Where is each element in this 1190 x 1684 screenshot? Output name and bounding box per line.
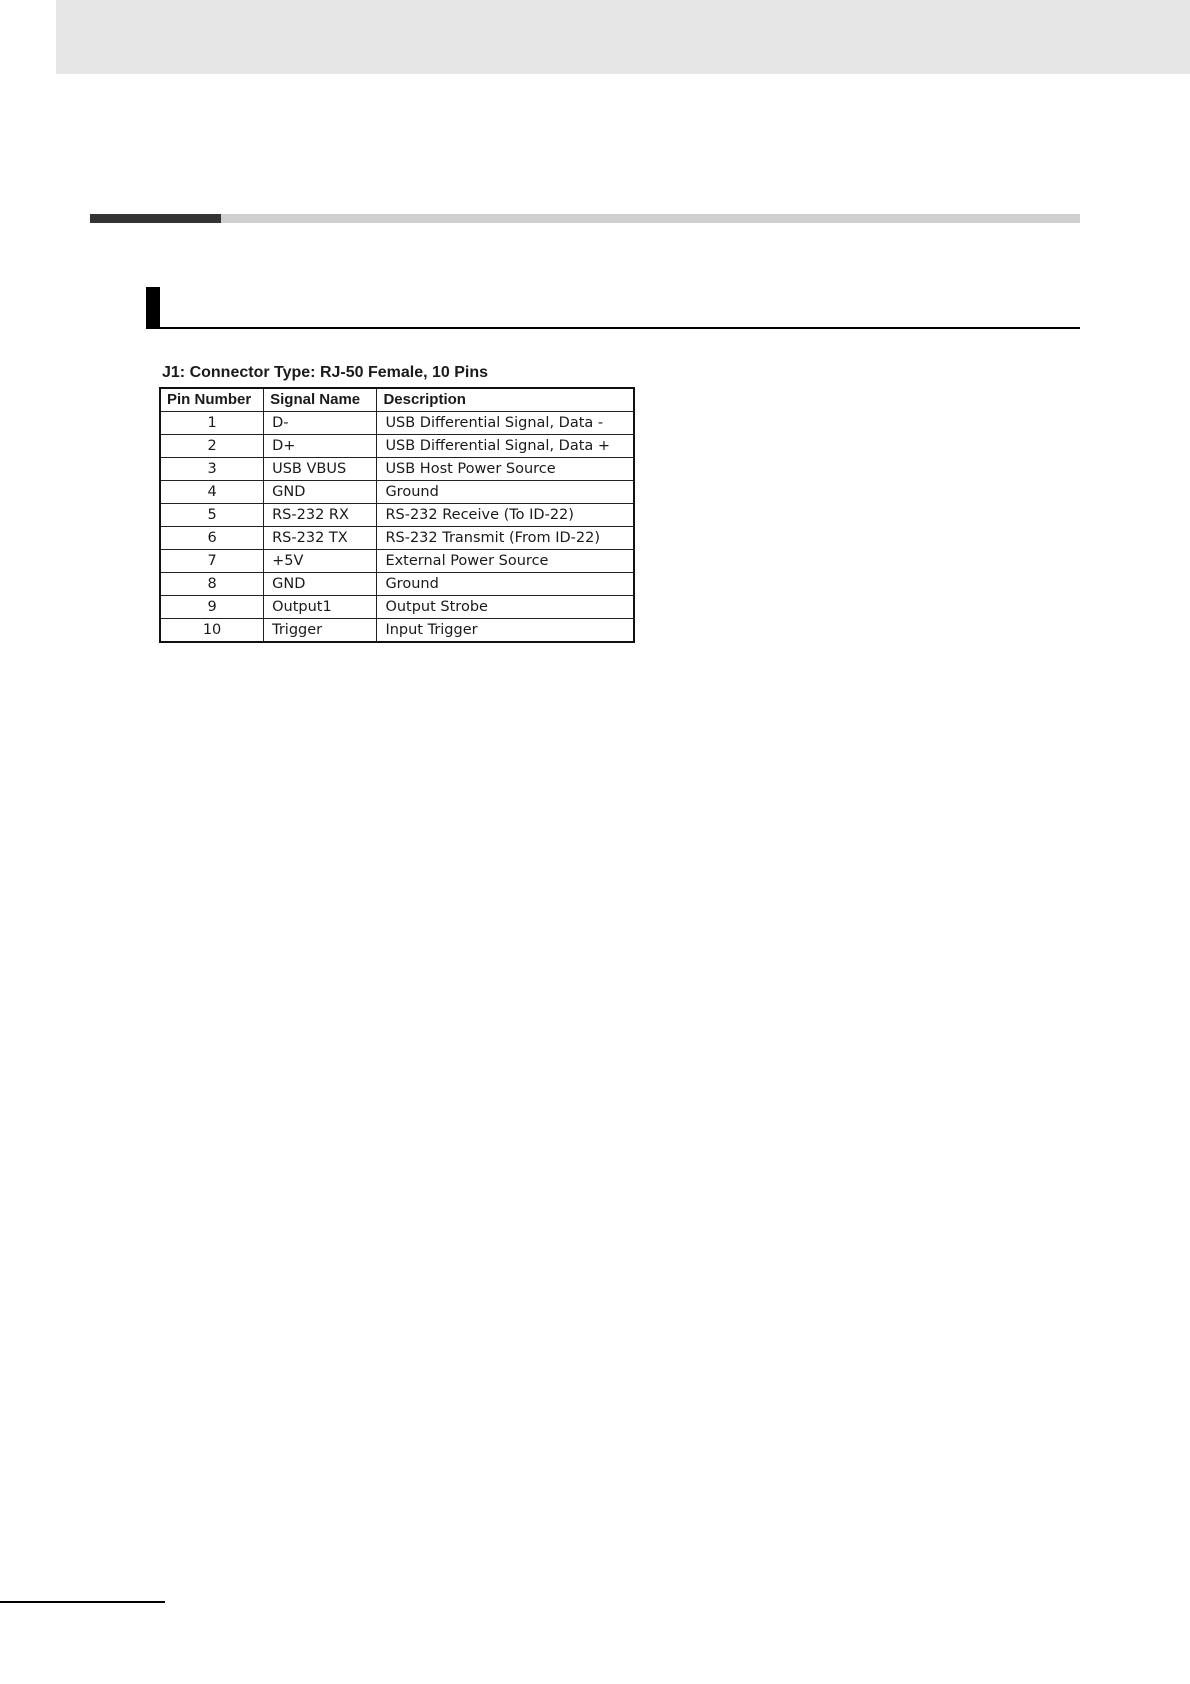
pin-number-cell: 3 (160, 458, 264, 481)
signal-name-cell: GND (264, 481, 377, 504)
description-cell: USB Differential Signal, Data - (377, 412, 634, 435)
signal-name-cell: GND (264, 573, 377, 596)
signal-name-cell: D- (264, 412, 377, 435)
table-row (160, 619, 634, 643)
pin-number-cell: 5 (160, 504, 264, 527)
table-row (160, 412, 634, 435)
description-cell: Output Strobe (377, 596, 634, 619)
pin-number-cell: 4 (160, 481, 264, 504)
description-cell: Ground (377, 481, 634, 504)
pin-number-cell: 2 (160, 435, 264, 458)
section-divider-accent (90, 214, 221, 223)
signal-name-cell: Output1 (264, 596, 377, 619)
header-description: Description (377, 388, 634, 412)
description-cell: USB Differential Signal, Data + (377, 435, 634, 458)
pin-number-cell: 10 (160, 619, 264, 643)
signal-name-cell: D+ (264, 435, 377, 458)
footer-divider (0, 1601, 165, 1603)
description-cell: USB Host Power Source (377, 458, 634, 481)
description-cell: RS-232 Transmit (From ID-22) (377, 527, 634, 550)
signal-name-cell: RS-232 RX (264, 504, 377, 527)
signal-name-cell: RS-232 TX (264, 527, 377, 550)
table-row (160, 527, 634, 550)
pin-number-cell: 9 (160, 596, 264, 619)
header-pin-number: Pin Number (160, 388, 264, 412)
description-cell: Ground (377, 573, 634, 596)
signal-name-cell: Trigger (264, 619, 377, 643)
description-cell: Input Trigger (377, 619, 634, 643)
description-cell: External Power Source (377, 550, 634, 573)
table-caption: J1: Connector Type: RJ-50 Female, 10 Pins (162, 364, 489, 381)
signal-name-cell: +5V (264, 550, 377, 573)
pin-number-cell: 1 (160, 412, 264, 435)
table-row (160, 550, 634, 573)
pin-number-cell: 6 (160, 527, 264, 550)
table-row (160, 481, 634, 504)
subsection-divider (146, 327, 1080, 329)
pin-number-cell: 7 (160, 550, 264, 573)
pin-number-cell: 8 (160, 573, 264, 596)
description-cell: RS-232 Receive (To ID-22) (377, 504, 634, 527)
table-row (160, 504, 634, 527)
page-header-band (56, 0, 1190, 74)
pinout-table (159, 387, 635, 643)
table-row (160, 573, 634, 596)
table-row (160, 596, 634, 619)
header-signal-name: Signal Name (264, 388, 377, 412)
signal-name-cell: USB VBUS (264, 458, 377, 481)
table-row (160, 458, 634, 481)
subsection-marker (146, 287, 160, 327)
section-divider (90, 214, 1080, 223)
table-row (160, 435, 634, 458)
table-header-row (160, 388, 634, 412)
